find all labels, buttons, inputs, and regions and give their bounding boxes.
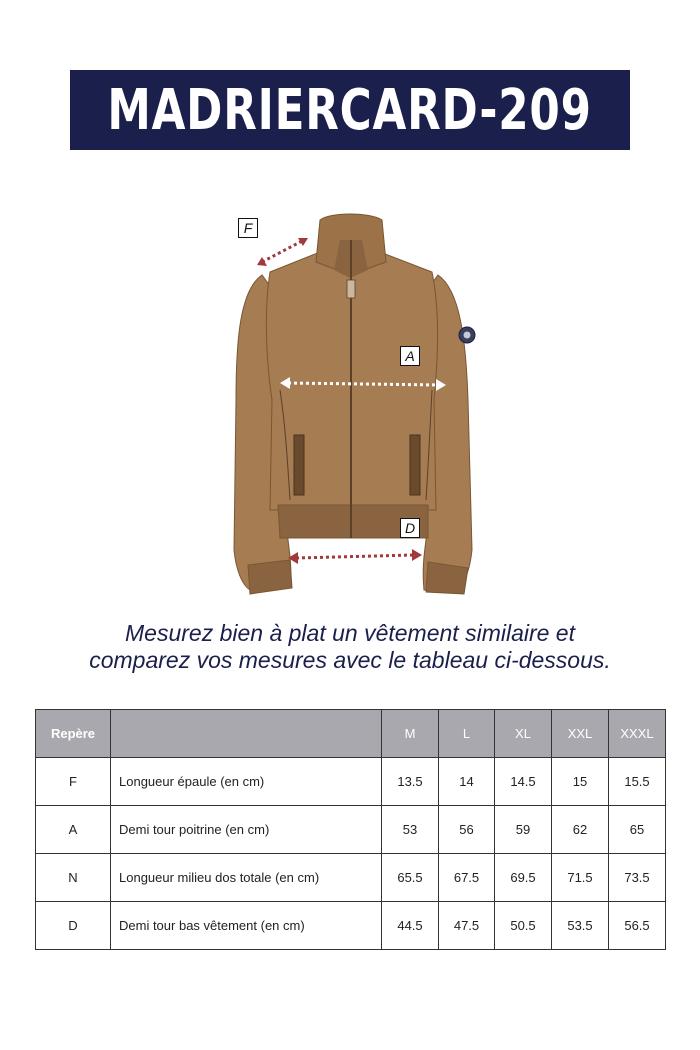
row-value: 56.5 [609,902,666,950]
row-value: 15.5 [609,758,666,806]
row-value: 71.5 [552,854,609,902]
row-value: 69.5 [495,854,552,902]
arrow-f [262,240,304,262]
row-desc: Longueur épaule (en cm) [111,758,382,806]
title-banner [70,70,630,150]
row-value: 65.5 [382,854,439,902]
header-size-m: M [382,710,439,758]
row-value: 44.5 [382,902,439,950]
row-desc: Demi tour poitrine (en cm) [111,806,382,854]
row-ref: N [36,854,111,902]
table-row [36,902,666,950]
marker-f: F [238,218,258,238]
table-row [36,854,666,902]
jacket-illustration [200,200,500,610]
header-desc [111,710,382,758]
row-ref: A [36,806,111,854]
right-pocket [410,435,420,495]
header-ref: Repère [36,710,111,758]
row-value: 14.5 [495,758,552,806]
row-value: 67.5 [439,854,495,902]
sleeve-badge-inner [464,332,471,339]
table-row [36,758,666,806]
instructions-line-2: comparez vos mesures avec le tableau ci-dessous. [89,647,611,673]
jacket-figure [200,200,500,610]
row-value: 53.5 [552,902,609,950]
row-value: 65 [609,806,666,854]
header-size-xxxl: XXXL [609,710,666,758]
row-ref: F [36,758,111,806]
row-value: 59 [495,806,552,854]
row-desc: Demi tour bas vêtement (en cm) [111,902,382,950]
marker-a: A [400,346,420,366]
row-desc: Longueur milieu dos totale (en cm) [111,854,382,902]
arrow-d-head-end [412,549,422,561]
row-value: 62 [552,806,609,854]
header-size-xl: XL [495,710,552,758]
row-ref: D [36,902,111,950]
header-size-l: L [439,710,495,758]
row-value: 47.5 [439,902,495,950]
instructions-line-1: Mesurez bien à plat un vêtement similaire et [125,620,575,646]
arrow-d [296,555,414,558]
row-value: 56 [439,806,495,854]
right-cuff [426,562,468,594]
product-title: MADRIERCARD-209 [107,77,593,143]
arrow-f-head-start [257,257,267,266]
zipper-pull [347,280,355,298]
header-size-xxl: XXL [552,710,609,758]
row-value: 13.5 [382,758,439,806]
measuring-instructions [40,620,660,674]
row-value: 14 [439,758,495,806]
marker-d: D [400,518,420,538]
row-value: 73.5 [609,854,666,902]
left-cuff [248,560,292,594]
row-value: 53 [382,806,439,854]
row-value: 50.5 [495,902,552,950]
left-pocket [294,435,304,495]
table-header-row [36,710,666,758]
size-chart-table [35,709,666,950]
table-row [36,806,666,854]
row-value: 15 [552,758,609,806]
